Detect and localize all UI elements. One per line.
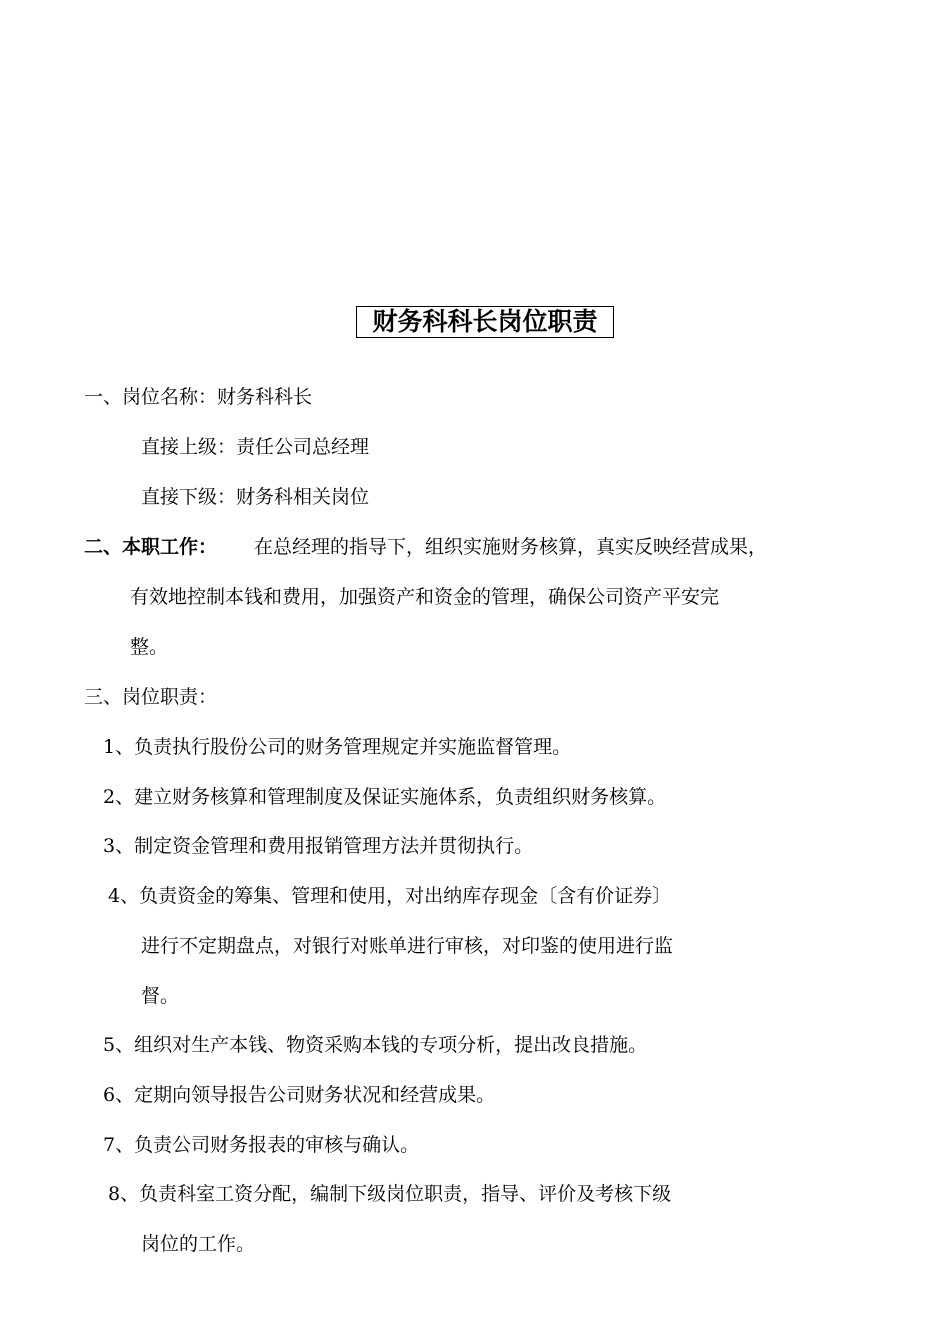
duty-item-4-line3: 督。 (141, 985, 180, 1007)
section1-heading: 一、岗位名称：财务科科长 (84, 386, 313, 408)
duty-item-4-line2: 进行不定期盘点，对银行对账单进行审核，对印鉴的使用进行监 (141, 935, 674, 957)
section2-text-line2: 有效地控制本钱和费用，加强资产和资金的管理，确保公司资产平安完 (130, 586, 720, 608)
duty-item-6: 6、定期向领导报告公司财务状况和经营成果。 (103, 1084, 496, 1106)
duty-item-2: 2、建立财务核算和管理制度及保证实施体系，负责组织财务核算。 (103, 786, 667, 808)
section2-text-line1: 在总经理的指导下，组织实施财务核算，真实反映经营成果， (254, 536, 768, 558)
section3-heading: 三、岗位职责： (84, 686, 218, 708)
section2-label: 二、本职工作： (84, 536, 218, 558)
duty-item-8-line2: 岗位的工作。 (141, 1233, 256, 1255)
duty-item-1: 1、负责执行股份公司的财务管理规定并实施监督管理。 (103, 736, 572, 758)
duty-item-7: 7、负责公司财务报表的审核与确认。 (103, 1134, 420, 1156)
duty-item-8-line1: 8、负责科室工资分配，编制下级岗位职责，指导、评价及考核下级 (108, 1183, 672, 1205)
document-title: 财务科科长岗位职责 (356, 306, 614, 338)
superior-line: 直接上级：责任公司总经理 (141, 436, 370, 458)
section2-text-line3: 整。 (130, 636, 169, 658)
duty-item-3: 3、制定资金管理和费用报销管理方法并贯彻执行。 (103, 835, 534, 857)
duty-item-4-line1: 4、负责资金的筹集、管理和使用，对出纳库存现金〔含有价证券〕 (108, 885, 672, 907)
duty-item-5: 5、组织对生产本钱、物资采购本钱的专项分析，提出改良措施。 (103, 1034, 648, 1056)
subordinate-line: 直接下级：财务科相关岗位 (141, 486, 370, 508)
